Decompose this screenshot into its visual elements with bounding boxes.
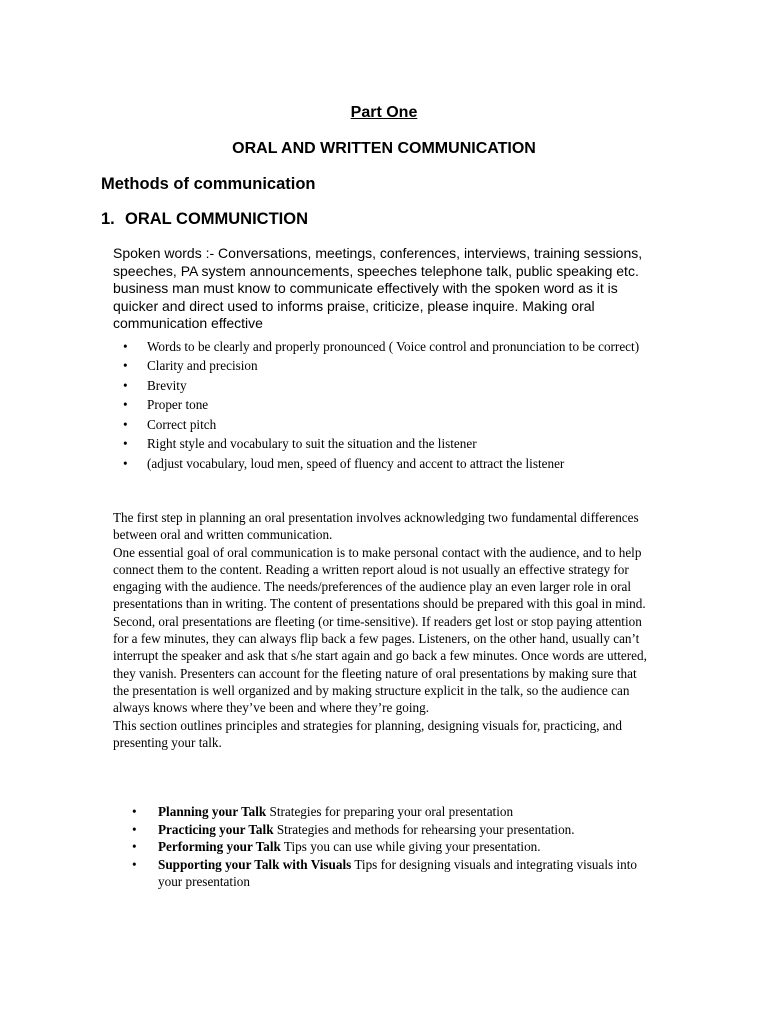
intro-paragraph: Spoken words :- Conversations, meetings, conferences, interviews, training sessions, speeches, PA system announcements, speeches telephone talk, public speaking etc. business man must know to communicate effectively with the spoken word as it is quicker and direct used to informs praise, criticize, please inquire. Making oral communication effective (113, 245, 643, 331)
bullet-icon: • (123, 358, 128, 373)
body-paragraph: Second, oral presentations are fleeting (or time-sensitive). If readers get lost or stop paying attention for a few minutes, they can always flip back a few pages. Listeners, on the other hand, usually can’t interrupt the speaker and ask that s/he start again and go back a few minutes. Once words are uttered, they vanish. Presenters can account for the fleeting nature of oral presentations by making sure that the presentation is well organized and by making structure explicit in the talk, so the audience can always knows where they’ve been and where they’re going. (113, 613, 647, 716)
list-item (130, 856, 640, 891)
sub-heading (101, 210, 308, 229)
bullet-icon: • (132, 856, 137, 872)
list-item: • Brevity (120, 376, 650, 396)
topic-title: Practicing your Talk (158, 821, 274, 837)
body-paragraph: The first step in planning an oral presentation involves acknowledging two fundamental differences between oral and written communication. (113, 510, 639, 543)
topic-description: Strategies and methods for rehearsing your presentation. (273, 821, 575, 837)
sub-heading-number: 1. (101, 210, 115, 228)
bullet-icon: • (123, 436, 128, 451)
list-item: • Words to be clearly and properly pronounced ( Voice control and pronunciation to be correct) (123, 339, 640, 354)
main-title: ORAL AND WRITTEN COMMUNICATION (232, 140, 536, 157)
list-item (130, 838, 640, 856)
bullet-icon: • (123, 416, 128, 432)
topic-title: Performing your Talk (158, 839, 281, 854)
topic-description: Tips for designing visuals and integrating visuals into your presentation (158, 856, 637, 889)
bullet-icon: • (123, 339, 128, 354)
bullet-icon: • (123, 377, 128, 393)
sub-heading-text: ORAL COMMUNICTION (125, 210, 309, 228)
body-paragraph: This section outlines principles and strategies for planning, designing visuals for, practicing, and presenting your talk. (113, 717, 622, 750)
list-item (130, 821, 640, 839)
body-text (113, 509, 653, 751)
effective-points-list (120, 337, 650, 473)
list-item: • Proper tone (120, 395, 650, 415)
list-item: • Clarity and precision (120, 356, 650, 376)
list-item (130, 803, 640, 821)
part-title: Part One (350, 104, 418, 121)
talk-topics-list (130, 803, 640, 891)
bullet-icon: • (123, 397, 128, 412)
list-item: • Correct pitch (120, 415, 650, 435)
bullet-icon: • (132, 839, 137, 854)
list-item: • (adjust vocabulary, loud men, speed of fluency and accent to attract the listener (120, 454, 650, 474)
body-paragraph: One essential goal of oral communication is to make personal contact with the audience, and to help connect them to the content. Reading a written report aloud is not usually an effective strategy for engaging with the audience. The needs/preferences of the audience play an even larger role in oral presentations than in writing. The content of presentations should be prepared with this goal in mind. (113, 544, 646, 612)
topic-description: Strategies for preparing your oral presentation (266, 804, 514, 819)
topic-description: Tips you can use while giving your presentation. (280, 839, 541, 854)
bullet-icon: • (123, 455, 128, 471)
bullet-icon: • (132, 821, 137, 837)
list-item: • Right style and vocabulary to suit the situation and the listener (120, 434, 650, 454)
section-heading: Methods of communication (101, 175, 316, 193)
topic-title: Planning your Talk (158, 804, 267, 819)
topic-title: Supporting your Talk with Visuals (158, 856, 352, 872)
bullet-icon: • (132, 804, 137, 819)
